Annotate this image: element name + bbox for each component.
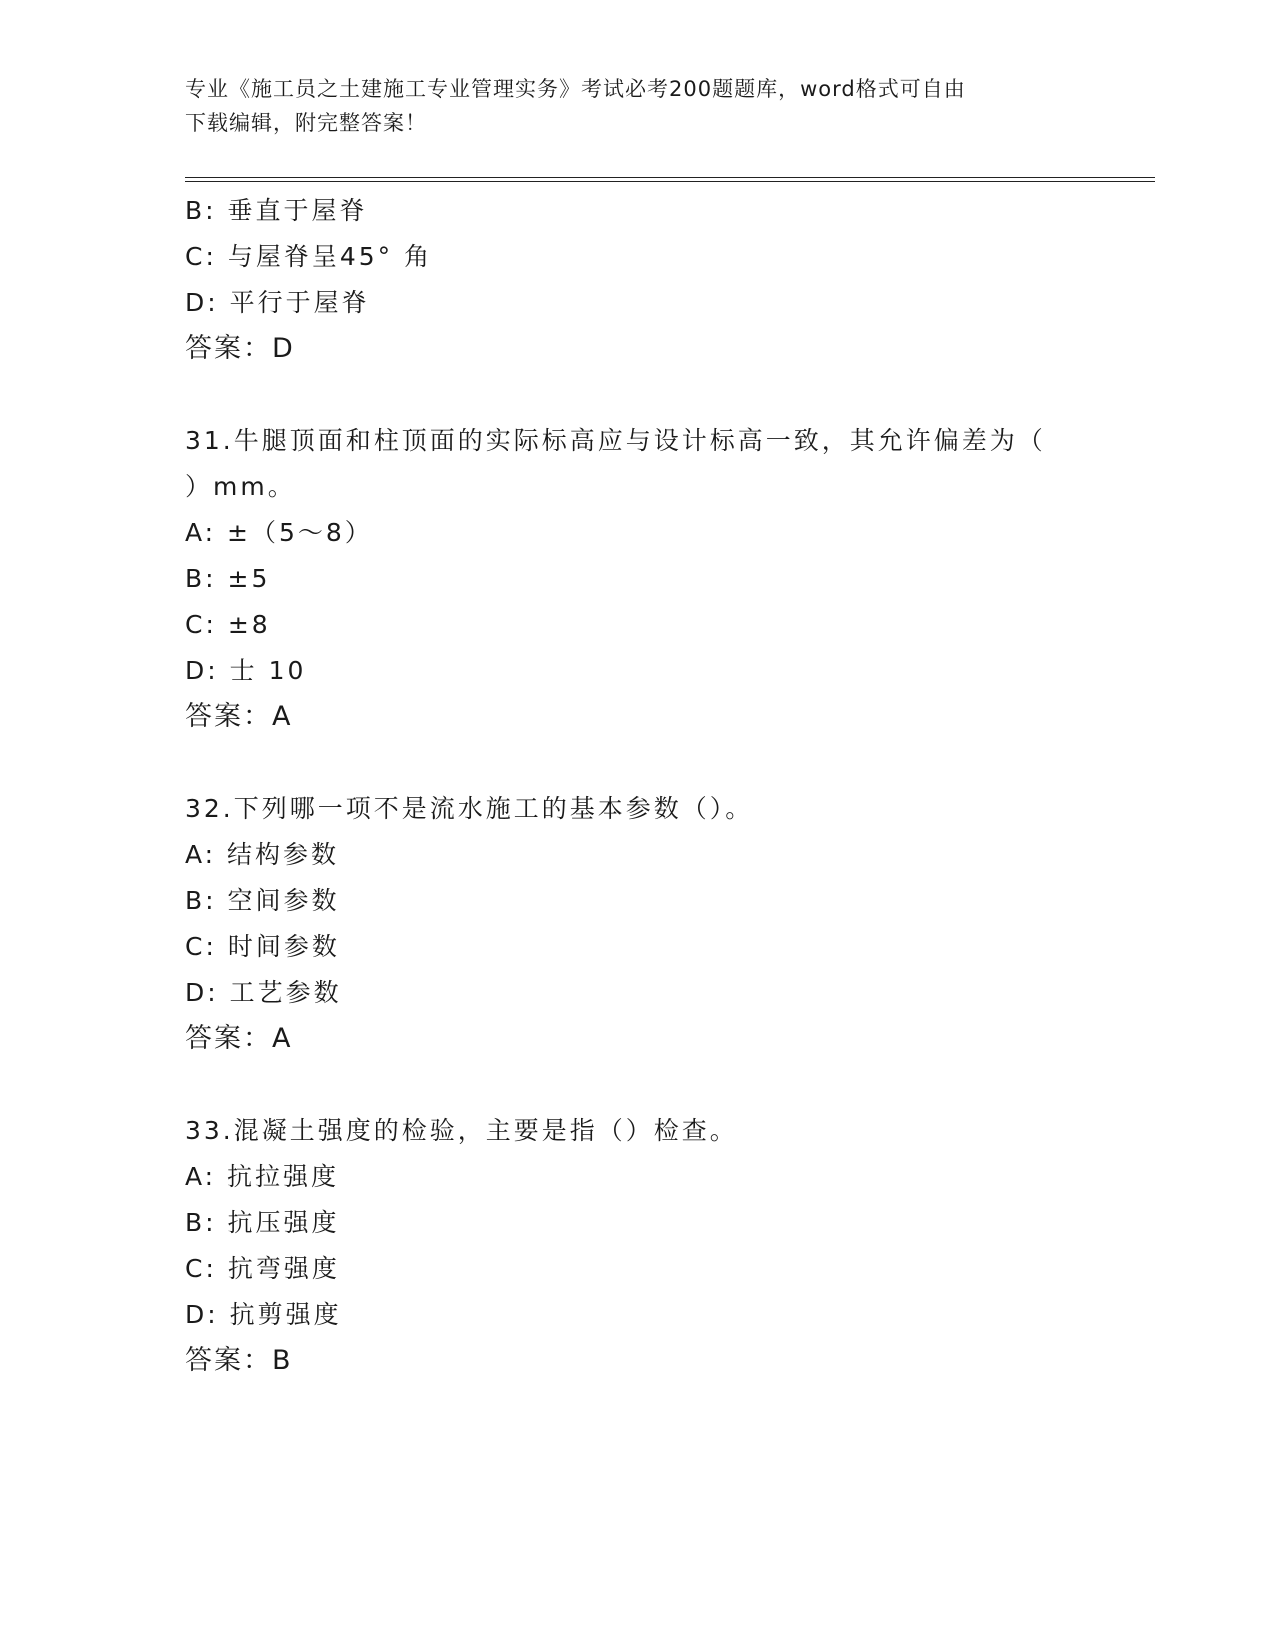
option-b: B: 空间参数	[185, 886, 340, 915]
option-d: D: 抗剪强度	[185, 1300, 342, 1329]
header-double-rule	[185, 177, 1155, 182]
document-header	[185, 72, 1065, 140]
option-c: C: 时间参数	[185, 932, 340, 961]
answer: 答案：A	[185, 1023, 293, 1054]
answer: 答案：B	[185, 1345, 293, 1376]
question-30-tail	[185, 188, 1085, 372]
question-stem-continued: ）mm。	[185, 472, 296, 501]
option-d: D: 士 10	[185, 656, 307, 685]
spacer	[185, 1062, 1085, 1108]
option-c: C: 与屋脊呈45° 角	[185, 242, 433, 271]
question-stem: 33.混凝土强度的检验，主要是指（）检查。	[185, 1116, 738, 1145]
option-d: D: 平行于屋脊	[185, 288, 370, 317]
option-b: B: 垂直于屋脊	[185, 196, 368, 225]
spacer	[185, 740, 1085, 786]
header-line-1: 专业《施工员之土建施工专业管理实务》考试必考200题题库，word格式可自由	[185, 77, 966, 101]
option-a: A: ±（5～8）	[185, 518, 373, 547]
question-33	[185, 1108, 1085, 1384]
option-c: C: 抗弯强度	[185, 1254, 340, 1283]
header-line-2: 下载编辑，附完整答案！	[185, 111, 427, 135]
question-32	[185, 786, 1085, 1062]
answer: 答案：D	[185, 333, 295, 364]
option-d: D: 工艺参数	[185, 978, 342, 1007]
question-stem: 31.牛腿顶面和柱顶面的实际标高应与设计标高一致，其允许偏差为（	[185, 426, 1046, 455]
option-b: B: 抗压强度	[185, 1208, 340, 1237]
option-a: A: 结构参数	[185, 840, 340, 869]
question-31	[185, 418, 1085, 740]
option-a: A: 抗拉强度	[185, 1162, 340, 1191]
question-list	[185, 188, 1085, 1384]
option-b: B: ±5	[185, 564, 271, 593]
option-c: C: ±8	[185, 610, 271, 639]
spacer	[185, 372, 1085, 418]
answer: 答案：A	[185, 701, 293, 732]
question-stem: 32.下列哪一项不是流水施工的基本参数（）。	[185, 794, 754, 823]
